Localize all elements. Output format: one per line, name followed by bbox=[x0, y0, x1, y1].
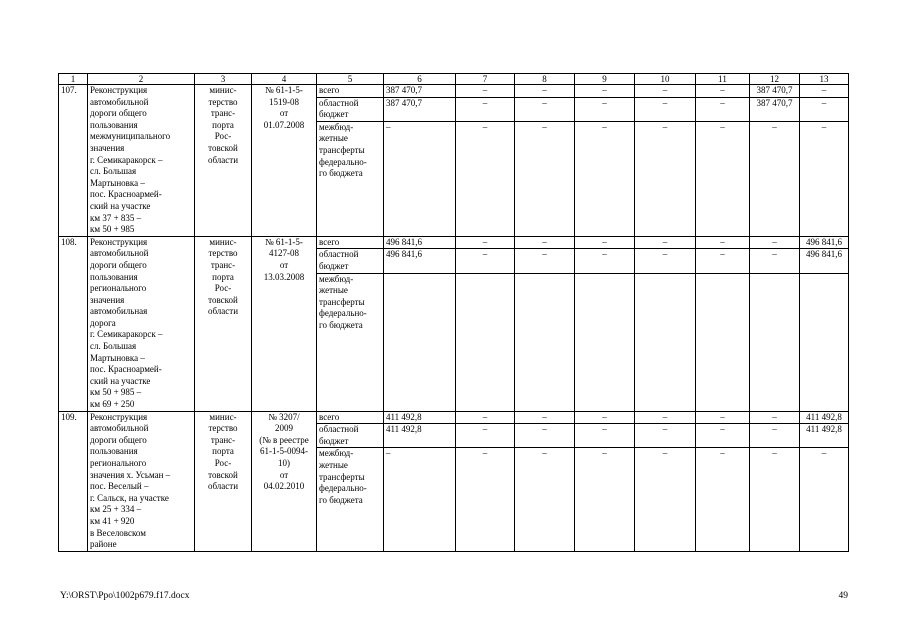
amount-cell: – bbox=[575, 97, 635, 121]
amount-cell: – bbox=[575, 85, 635, 98]
object-name: Реконструкция автомобильной дороги общего пользования регионального значения автомобильная дорога г. Семикаракорск – сл. Большая Мартыновка – пос. Красноармей- ский на участке км 50 + 985 – км 69 + 250 bbox=[88, 236, 195, 411]
amount-cell: – bbox=[456, 448, 515, 551]
column-number: 6 bbox=[384, 74, 456, 85]
amount-cell: – bbox=[456, 249, 515, 273]
amount-cell: – bbox=[515, 85, 575, 98]
amount-cell: 496 841,6 bbox=[384, 236, 456, 249]
amount-cell: 411 492,8 bbox=[384, 411, 456, 424]
amount-cell: – bbox=[515, 236, 575, 249]
amount-cell: – bbox=[635, 85, 696, 98]
amount-cell: 411 492,8 bbox=[800, 411, 849, 424]
amount-cell: – bbox=[635, 448, 696, 551]
amount-cell bbox=[800, 273, 849, 411]
amount-cell: – bbox=[696, 121, 750, 236]
table-row bbox=[59, 85, 849, 98]
amount-cell: 411 492,8 bbox=[384, 424, 456, 448]
column-number-row bbox=[59, 74, 849, 85]
funding-source: областной бюджет bbox=[317, 249, 384, 273]
amount-cell: – bbox=[575, 249, 635, 273]
amount-cell: 496 841,6 bbox=[800, 236, 849, 249]
amount-cell: – bbox=[635, 121, 696, 236]
amount-cell: – bbox=[515, 249, 575, 273]
table-row bbox=[59, 236, 849, 249]
budget-table bbox=[58, 73, 849, 552]
amount-cell bbox=[384, 273, 456, 411]
amount-cell: – bbox=[635, 249, 696, 273]
amount-cell: – bbox=[800, 448, 849, 551]
column-number: 12 bbox=[750, 74, 800, 85]
column-number: 3 bbox=[195, 74, 252, 85]
expertise-document: № 61-1-5- 1519-08 от 01.07.2008 bbox=[252, 85, 317, 237]
amount-cell: – bbox=[456, 97, 515, 121]
amount-cell: – bbox=[456, 236, 515, 249]
amount-cell: 387 470,7 bbox=[384, 85, 456, 98]
amount-cell bbox=[696, 273, 750, 411]
amount-cell: – bbox=[384, 121, 456, 236]
amount-cell: – bbox=[384, 448, 456, 551]
amount-cell bbox=[515, 273, 575, 411]
object-name: Реконструкция автомобильной дороги общего пользования межмуниципального значения г. Семикаракорск – сл. Большая Мартыновка – пос. Красноармей- ский на участке км 37 + 835 – км 50 + 985 bbox=[88, 85, 195, 237]
item-number: 109. bbox=[59, 411, 88, 551]
amount-cell: – bbox=[750, 121, 800, 236]
amount-cell: – bbox=[515, 448, 575, 551]
amount-cell: – bbox=[800, 97, 849, 121]
amount-cell: – bbox=[575, 411, 635, 424]
funding-source: межбюд- жетные трансферты федерально- го бюджета bbox=[317, 273, 384, 411]
customer: минис- терство транс- порта Рос- товской области bbox=[195, 85, 252, 237]
funding-source: межбюд- жетные трансферты федерально- го бюджета bbox=[317, 121, 384, 236]
column-number: 10 bbox=[635, 74, 696, 85]
customer: минис- терство транс- порта Рос- товской области bbox=[195, 411, 252, 551]
column-number: 5 bbox=[317, 74, 384, 85]
amount-cell: – bbox=[696, 97, 750, 121]
amount-cell: – bbox=[800, 85, 849, 98]
funding-source: областной бюджет bbox=[317, 97, 384, 121]
amount-cell: – bbox=[515, 97, 575, 121]
amount-cell: – bbox=[515, 411, 575, 424]
amount-cell: – bbox=[515, 424, 575, 448]
column-number: 2 bbox=[88, 74, 195, 85]
amount-cell: – bbox=[456, 411, 515, 424]
amount-cell: – bbox=[575, 121, 635, 236]
amount-cell: – bbox=[635, 97, 696, 121]
amount-cell: – bbox=[696, 236, 750, 249]
amount-cell: – bbox=[696, 249, 750, 273]
funding-source: всего bbox=[317, 411, 384, 424]
amount-cell: 411 492,8 bbox=[800, 424, 849, 448]
column-number: 4 bbox=[252, 74, 317, 85]
amount-cell: – bbox=[750, 249, 800, 273]
table-row bbox=[59, 411, 849, 424]
amount-cell: – bbox=[635, 424, 696, 448]
column-number: 1 bbox=[59, 74, 88, 85]
amount-cell: – bbox=[456, 85, 515, 98]
amount-cell: – bbox=[456, 424, 515, 448]
amount-cell: – bbox=[696, 85, 750, 98]
amount-cell: – bbox=[575, 448, 635, 551]
amount-cell: – bbox=[750, 236, 800, 249]
amount-cell: 496 841,6 bbox=[384, 249, 456, 273]
expertise-document: № 3207/ 2009 (№ в реестре 61-1-5-0094- 10) от 04.02.2010 bbox=[252, 411, 317, 551]
amount-cell: – bbox=[750, 448, 800, 551]
page-number: 49 bbox=[838, 591, 848, 601]
amount-cell: 387 470,7 bbox=[750, 85, 800, 98]
amount-cell bbox=[750, 273, 800, 411]
amount-cell: 387 470,7 bbox=[750, 97, 800, 121]
funding-source: межбюд- жетные трансферты федерально- го бюджета bbox=[317, 448, 384, 551]
amount-cell: – bbox=[696, 448, 750, 551]
column-number: 8 bbox=[515, 74, 575, 85]
column-number: 9 bbox=[575, 74, 635, 85]
amount-cell: – bbox=[750, 411, 800, 424]
amount-cell: – bbox=[750, 424, 800, 448]
column-number: 7 bbox=[456, 74, 515, 85]
funding-source: всего bbox=[317, 236, 384, 249]
column-number: 11 bbox=[696, 74, 750, 85]
object-name: Реконструкция автомобильной дороги общего пользования регионального значения х. Усьман – пос. Веселый – г. Сальск, на участке км 25 + 334 – км 41 + 920 в Веселовском районе bbox=[88, 411, 195, 551]
amount-cell: 387 470,7 bbox=[384, 97, 456, 121]
amount-cell bbox=[635, 273, 696, 411]
funding-source: всего bbox=[317, 85, 384, 98]
customer: минис- терство транс- порта Рос- товской области bbox=[195, 236, 252, 411]
funding-source: областной бюджет bbox=[317, 424, 384, 448]
amount-cell: – bbox=[635, 411, 696, 424]
file-path: Y:\ORST\Ppo\1002p679.f17.docx bbox=[60, 591, 190, 601]
expertise-document: № 61-1-5- 4127-08 от 13.03.2008 bbox=[252, 236, 317, 411]
column-number: 13 bbox=[800, 74, 849, 85]
amount-cell bbox=[456, 273, 515, 411]
amount-cell: – bbox=[696, 411, 750, 424]
amount-cell: – bbox=[456, 121, 515, 236]
item-number: 107. bbox=[59, 85, 88, 237]
amount-cell: – bbox=[515, 121, 575, 236]
amount-cell: – bbox=[575, 424, 635, 448]
amount-cell: 496 841,6 bbox=[800, 249, 849, 273]
amount-cell: – bbox=[575, 236, 635, 249]
amount-cell: – bbox=[696, 424, 750, 448]
item-number: 108. bbox=[59, 236, 88, 411]
amount-cell bbox=[575, 273, 635, 411]
amount-cell: – bbox=[800, 121, 849, 236]
amount-cell: – bbox=[635, 236, 696, 249]
